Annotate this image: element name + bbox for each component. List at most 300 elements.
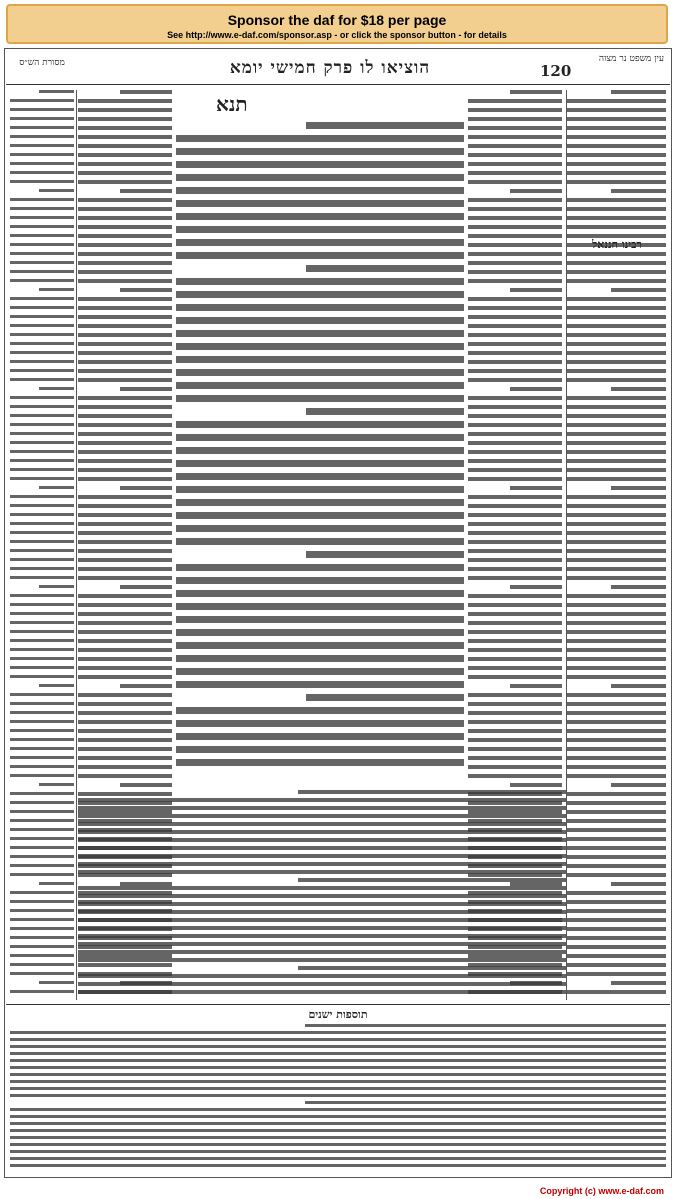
text-line <box>10 477 74 480</box>
text-line <box>176 603 464 610</box>
text-line <box>566 990 666 994</box>
text-line <box>10 450 74 453</box>
text-line <box>566 153 666 157</box>
text-line <box>78 756 172 760</box>
text-line <box>566 648 666 652</box>
text-line <box>10 1143 666 1146</box>
text-line <box>10 225 74 228</box>
text-line <box>566 891 666 895</box>
text-line <box>120 288 172 292</box>
text-line <box>10 621 74 624</box>
text-line <box>566 828 666 832</box>
text-line <box>566 594 666 598</box>
text-line <box>78 621 172 625</box>
text-line <box>611 486 666 490</box>
ein-mishpat-label: עין משפט נר מצוה <box>598 54 664 64</box>
text-line <box>566 207 666 211</box>
text-line <box>10 774 74 777</box>
text-line <box>468 144 562 148</box>
text-line <box>78 216 172 220</box>
text-line <box>468 351 562 355</box>
text-line <box>611 189 666 193</box>
text-line <box>176 473 464 480</box>
text-line <box>78 711 172 715</box>
text-line <box>78 729 172 733</box>
text-line <box>176 356 464 363</box>
text-line <box>78 798 566 802</box>
text-line <box>611 387 666 391</box>
text-line <box>176 135 464 142</box>
text-line <box>78 702 172 706</box>
text-line <box>566 216 666 220</box>
text-line <box>10 918 74 921</box>
text-line <box>510 486 562 490</box>
text-line <box>468 252 562 256</box>
tosafot-yeshanim-block <box>10 1024 666 1174</box>
text-line <box>78 830 566 834</box>
column-divider <box>566 90 567 1000</box>
text-line <box>176 200 464 207</box>
text-line <box>468 396 562 400</box>
text-line <box>176 564 464 571</box>
text-line <box>566 675 666 679</box>
text-line <box>566 495 666 499</box>
text-line <box>78 450 172 454</box>
text-line <box>78 252 172 256</box>
text-line <box>176 239 464 246</box>
text-line <box>10 99 74 102</box>
text-line <box>468 216 562 220</box>
text-line <box>10 936 74 939</box>
text-line <box>78 854 566 858</box>
text-line <box>78 207 172 211</box>
text-line <box>10 711 74 714</box>
text-line <box>566 756 666 760</box>
text-line <box>10 1066 666 1069</box>
text-line <box>78 477 172 481</box>
text-line <box>566 819 666 823</box>
text-line <box>10 1059 666 1062</box>
text-line <box>10 738 74 741</box>
text-line <box>468 378 562 382</box>
text-line <box>566 549 666 553</box>
tosafot-rule <box>6 1004 670 1005</box>
text-line <box>468 360 562 364</box>
text-line <box>305 1024 666 1027</box>
text-line <box>176 720 464 727</box>
text-line <box>566 972 666 976</box>
text-line <box>78 822 566 826</box>
text-line <box>566 693 666 697</box>
text-line <box>176 655 464 662</box>
text-line <box>566 558 666 562</box>
text-line <box>10 513 74 516</box>
text-line <box>306 122 464 129</box>
text-line <box>566 738 666 742</box>
text-line <box>78 108 172 112</box>
text-line <box>78 495 172 499</box>
text-line <box>566 864 666 868</box>
text-line <box>120 585 172 589</box>
text-line <box>468 441 562 445</box>
masoret-hashas-column <box>10 90 74 1000</box>
text-line <box>566 135 666 139</box>
text-line <box>10 234 74 237</box>
text-line <box>306 265 464 272</box>
text-line <box>10 396 74 399</box>
text-line <box>10 1031 666 1034</box>
text-line <box>10 837 74 840</box>
text-line <box>566 711 666 715</box>
text-line <box>78 351 172 355</box>
text-line <box>78 243 172 247</box>
text-line <box>78 990 566 994</box>
text-line <box>468 207 562 211</box>
text-line <box>10 306 74 309</box>
text-line <box>566 369 666 373</box>
text-line <box>120 90 172 94</box>
text-line <box>78 870 566 874</box>
text-line <box>78 774 172 778</box>
text-line <box>566 477 666 481</box>
text-line <box>468 279 562 283</box>
text-line <box>78 144 172 148</box>
text-line <box>78 117 172 121</box>
text-line <box>611 90 666 94</box>
text-line <box>10 216 74 219</box>
text-line <box>10 765 74 768</box>
text-line <box>566 144 666 148</box>
text-line <box>10 108 74 111</box>
text-line <box>78 612 172 616</box>
text-line <box>39 585 74 588</box>
text-line <box>566 99 666 103</box>
text-line <box>78 270 172 274</box>
text-line <box>611 882 666 886</box>
gemara-opening-word: תנא <box>216 92 248 116</box>
text-line <box>10 864 74 867</box>
text-line <box>10 873 74 876</box>
text-line <box>10 1157 666 1160</box>
text-line <box>78 405 172 409</box>
text-line <box>78 225 172 229</box>
text-line <box>566 792 666 796</box>
text-line <box>10 261 74 264</box>
text-line <box>510 783 562 787</box>
text-line <box>10 630 74 633</box>
text-line <box>10 693 74 696</box>
text-line <box>10 954 74 957</box>
text-line <box>176 187 464 194</box>
sponsor-banner[interactable] <box>6 4 668 44</box>
text-line <box>78 862 566 866</box>
text-line <box>566 468 666 472</box>
text-line <box>468 459 562 463</box>
text-line <box>78 333 172 337</box>
text-line <box>78 918 566 922</box>
copyright-notice: Copyright (c) www.e-daf.com <box>539 1186 664 1196</box>
text-line <box>566 108 666 112</box>
text-line <box>78 838 566 842</box>
text-line <box>10 558 74 561</box>
text-line <box>78 369 172 373</box>
text-line <box>39 684 74 687</box>
text-line <box>10 567 74 570</box>
text-line <box>468 315 562 319</box>
text-line <box>10 171 74 174</box>
text-line <box>78 531 172 535</box>
text-line <box>176 148 464 155</box>
text-line <box>10 1136 666 1139</box>
text-line <box>468 99 562 103</box>
text-line <box>10 198 74 201</box>
text-line <box>468 126 562 130</box>
text-line <box>566 126 666 130</box>
text-line <box>10 144 74 147</box>
text-line <box>10 369 74 372</box>
text-line <box>566 927 666 931</box>
text-line <box>39 387 74 390</box>
text-line <box>39 882 74 885</box>
text-line <box>611 585 666 589</box>
text-line <box>10 1164 666 1167</box>
text-line <box>78 297 172 301</box>
page-header <box>0 54 676 84</box>
text-line <box>566 729 666 733</box>
text-line <box>176 525 464 532</box>
text-line <box>566 855 666 859</box>
text-line <box>566 837 666 841</box>
text-line <box>10 1052 666 1055</box>
text-line <box>78 324 172 328</box>
text-line <box>566 378 666 382</box>
text-line <box>566 630 666 634</box>
text-line <box>468 549 562 553</box>
text-line <box>468 432 562 436</box>
text-line <box>78 360 172 364</box>
text-line <box>468 702 562 706</box>
text-line <box>468 495 562 499</box>
text-line <box>566 225 666 229</box>
text-line <box>10 1073 666 1076</box>
text-line <box>10 180 74 183</box>
text-line <box>10 747 74 750</box>
text-line <box>468 567 562 571</box>
text-line <box>566 810 666 814</box>
text-line <box>566 324 666 328</box>
text-line <box>78 894 566 898</box>
text-line <box>566 513 666 517</box>
text-line <box>468 423 562 427</box>
text-line <box>10 117 74 120</box>
text-line <box>468 774 562 778</box>
text-line <box>10 423 74 426</box>
text-line <box>78 414 172 418</box>
text-line <box>566 396 666 400</box>
text-line <box>566 504 666 508</box>
text-line <box>176 369 464 376</box>
text-line <box>566 918 666 922</box>
text-line <box>78 910 566 914</box>
text-line <box>78 468 172 472</box>
text-line <box>566 909 666 913</box>
text-line <box>10 441 74 444</box>
text-line <box>468 333 562 337</box>
text-line <box>78 432 172 436</box>
text-line <box>468 558 562 562</box>
text-line <box>78 126 172 130</box>
text-line <box>566 459 666 463</box>
text-line <box>78 549 172 553</box>
text-line <box>10 576 74 579</box>
text-line <box>78 974 566 978</box>
text-line <box>306 551 464 558</box>
text-line <box>468 198 562 202</box>
text-line <box>566 954 666 958</box>
text-line <box>10 945 74 948</box>
text-line <box>176 460 464 467</box>
text-line <box>468 648 562 652</box>
text-line <box>468 243 562 247</box>
text-line <box>78 657 172 661</box>
text-line <box>10 828 74 831</box>
text-line <box>468 261 562 265</box>
text-line <box>468 522 562 526</box>
text-line <box>566 171 666 175</box>
text-line <box>611 684 666 688</box>
text-line <box>468 594 562 598</box>
text-line <box>10 162 74 165</box>
text-line <box>566 252 666 256</box>
text-line <box>176 174 464 181</box>
text-line <box>78 171 172 175</box>
text-line <box>298 790 566 794</box>
text-line <box>566 702 666 706</box>
text-line <box>78 198 172 202</box>
text-line <box>468 639 562 643</box>
text-line <box>468 738 562 742</box>
text-line <box>298 878 566 882</box>
text-line <box>468 324 562 328</box>
text-line <box>10 810 74 813</box>
text-line <box>78 459 172 463</box>
text-line <box>468 630 562 634</box>
text-line <box>78 261 172 265</box>
text-line <box>176 759 464 766</box>
text-line <box>566 279 666 283</box>
text-line <box>78 99 172 103</box>
text-line <box>468 513 562 517</box>
text-line <box>566 900 666 904</box>
text-line <box>468 657 562 661</box>
text-line <box>10 378 74 381</box>
text-line <box>566 936 666 940</box>
text-line <box>78 576 172 580</box>
text-line <box>10 900 74 903</box>
text-line <box>176 226 464 233</box>
text-line <box>10 549 74 552</box>
text-line <box>10 612 74 615</box>
text-line <box>120 783 172 787</box>
text-line <box>176 512 464 519</box>
text-line <box>78 942 566 946</box>
text-line <box>10 702 74 705</box>
text-line <box>566 774 666 778</box>
text-line <box>468 405 562 409</box>
text-line <box>10 1087 666 1090</box>
text-line <box>10 648 74 651</box>
text-line <box>176 447 464 454</box>
text-line <box>10 324 74 327</box>
text-line <box>78 558 172 562</box>
text-line <box>468 135 562 139</box>
text-line <box>10 972 74 975</box>
text-line <box>566 441 666 445</box>
lower-commentary-block <box>78 790 566 1000</box>
text-line <box>10 657 74 660</box>
text-line <box>611 288 666 292</box>
text-line <box>566 117 666 121</box>
text-line <box>120 486 172 490</box>
text-line <box>468 621 562 625</box>
text-line <box>176 317 464 324</box>
text-line <box>566 801 666 805</box>
masoret-hashas-label: מסורת הש״ס <box>19 58 65 68</box>
text-line <box>120 387 172 391</box>
text-line <box>10 927 74 930</box>
text-line <box>176 733 464 740</box>
text-line <box>78 806 566 810</box>
text-line <box>566 432 666 436</box>
page-number: 120 <box>540 62 572 80</box>
text-line <box>566 360 666 364</box>
text-line <box>510 684 562 688</box>
text-line <box>10 756 74 759</box>
text-line <box>10 405 74 408</box>
text-line <box>468 603 562 607</box>
text-line <box>10 351 74 354</box>
text-line <box>10 531 74 534</box>
text-line <box>306 694 464 701</box>
text-line <box>566 963 666 967</box>
text-line <box>468 612 562 616</box>
text-line <box>176 252 464 259</box>
text-line <box>468 765 562 769</box>
text-line <box>78 639 172 643</box>
text-line <box>176 161 464 168</box>
text-line <box>468 666 562 670</box>
text-line <box>78 180 172 184</box>
text-line <box>468 693 562 697</box>
text-line <box>10 315 74 318</box>
text-line <box>566 603 666 607</box>
text-line <box>10 846 74 849</box>
text-line <box>10 909 74 912</box>
text-line <box>566 315 666 319</box>
tosafot-yeshanim-title: תוספות ישנים <box>308 1008 368 1021</box>
text-line <box>10 495 74 498</box>
text-line <box>566 567 666 571</box>
text-line <box>78 567 172 571</box>
text-line <box>176 278 464 285</box>
text-line <box>10 720 74 723</box>
text-line <box>468 756 562 760</box>
text-line <box>78 747 172 751</box>
text-line <box>78 594 172 598</box>
text-line <box>468 531 562 535</box>
ein-mishpat-column <box>566 90 666 1000</box>
text-line <box>10 1150 666 1153</box>
